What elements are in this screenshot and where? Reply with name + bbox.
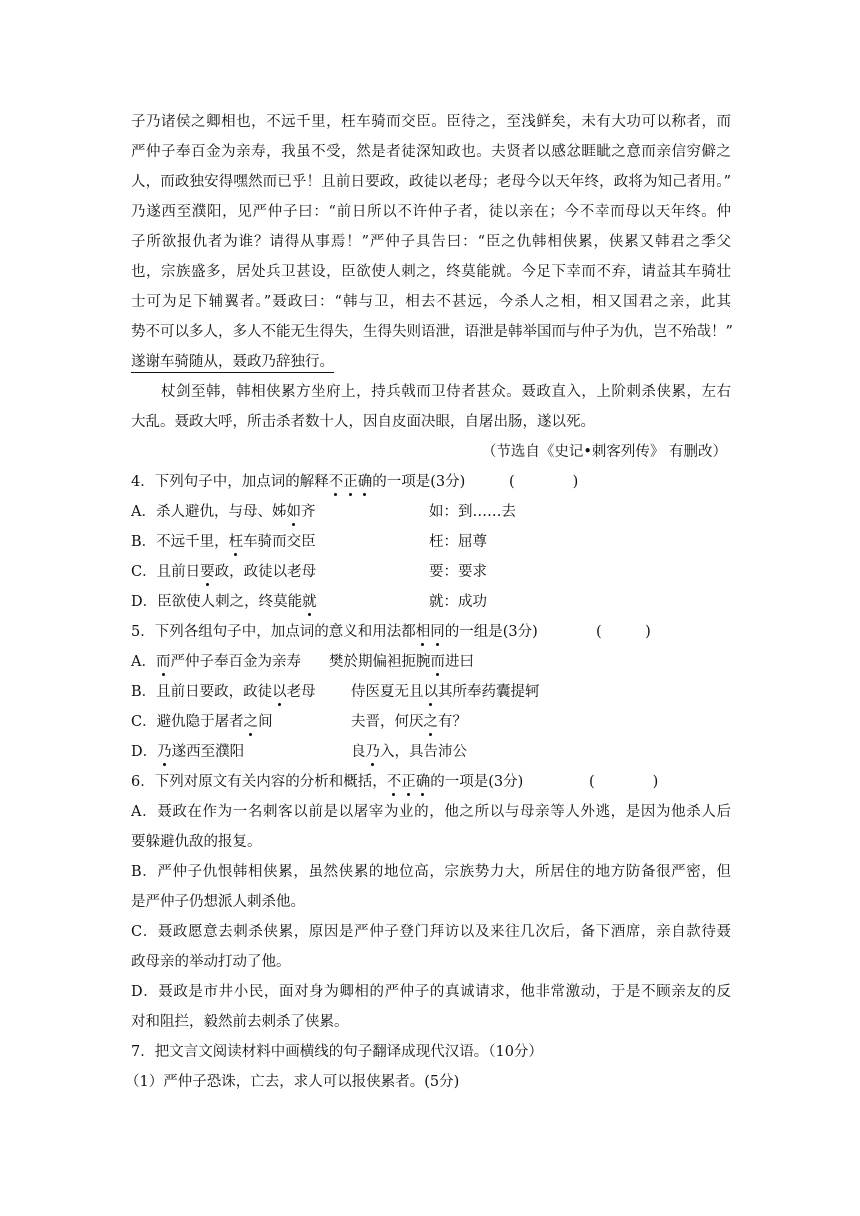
passage-line: 子乃诸侯之卿相也，不远千里，枉车骑而交臣。臣待之，至浅鲜矣，未有大功可以称者，而	[131, 114, 731, 130]
question-6-option-line: C．聂政愿意去刺杀侠累，原因是严仲子登门拜访以及来往几次后，备下酒席，亲自款待聂	[131, 924, 731, 940]
dotted-word: 之	[244, 707, 259, 737]
comparison-sentence: 夫晋，何厌之有？	[351, 707, 467, 737]
comparison-sentence: 良乃入，具告沛公	[351, 737, 467, 767]
gloss: 枉：屈尊	[429, 534, 487, 550]
question-7-sub1: （1）严仲子恐诛，亡去，求人可以报侠累者。(5分)	[125, 1074, 460, 1090]
dotted-word: 以	[272, 677, 287, 707]
gloss: 就：成功	[429, 594, 487, 610]
underlined-sentence: 遂谢车骑随从，聂政乃辞独行。	[131, 354, 334, 373]
question-6-option-line: A．聂政在作为一名刺客以前是以屠宰为业的，他之所以与母亲等人外逃，是因为他杀人后	[131, 804, 731, 820]
question-5-option-a: A．而严仲子奉百金为亲寿 樊於期偏袒扼腕而进曰	[131, 647, 731, 677]
dotted-word: 以	[424, 677, 439, 707]
question-4-option-d: D．臣欲使人刺之，终莫能就 就：成功	[131, 587, 731, 617]
question-5-option-c: C．避仇隐于屠者之间 夫晋，何厌之有？	[131, 707, 731, 737]
answer-blank: ( )	[509, 474, 579, 490]
passage-line: 士可为足下辅翼者。”聂政曰：“韩与卫，相去不甚远，今杀人之相，相又国君之亲，此其	[131, 294, 731, 310]
question-7-stem: 7．把文言文阅读材料中画横线的句子翻译成现代汉语。（10分）	[131, 1044, 543, 1060]
emphasis-dotted	[329, 474, 373, 490]
question-5-option-d: D．乃遂西至濮阳 良乃入，具告沛公	[131, 737, 731, 767]
dotted-char: 确	[416, 767, 431, 797]
dotted-char: 同	[430, 617, 445, 647]
passage-line: 乃遂西至濮阳，见严仲子曰：“前日所以不许仲子者，徒以亲在；今不幸而母以天年终。仲	[131, 204, 731, 220]
question-4	[131, 467, 731, 617]
emphasis-dotted	[416, 624, 445, 640]
dotted-word: 而	[431, 647, 446, 677]
question-6-option-line: 要躲避仇敌的报复。	[131, 834, 262, 850]
passage-line: 人，而政独安得嘿然而已乎！且前日要政，政徒以老母；老母今以天年终，政将为知己者用。”	[131, 174, 731, 190]
passage-line: 子所欲报仇者为谁？请得从事焉！”严仲子具告曰：“臣之仇韩相侠累，侠累又韩君之季父	[131, 234, 731, 250]
question-7	[125, 1037, 731, 1097]
dotted-char: 正	[343, 467, 358, 497]
question-6	[131, 767, 731, 1037]
dotted-char: 不	[329, 467, 344, 497]
comparison-sentence: 樊於期偏袒扼腕而进曰	[329, 647, 474, 677]
question-6-stem: 6．下列对原文有关内容的分析和概括，不正确的一项是(3分) ( )	[131, 767, 731, 797]
question-4-stem: 4．下列句子中，加点词的解释不正确的一项是(3分) ( )	[131, 467, 731, 497]
question-4-option-c: C．且前日要政，政徒以老母 要：要求	[131, 557, 731, 587]
passage-line-underlined	[131, 347, 731, 377]
dotted-word: 而	[156, 647, 171, 677]
dotted-char: 相	[416, 617, 431, 647]
passage-source: （节选自《史记•刺客列传》 有删改）	[481, 444, 727, 460]
question-6-option-line: B．严仲子仇恨韩相侠累，虽然侠累的地位高，宗族势力大，所居住的地方防备很严密，但	[131, 864, 731, 880]
question-6-option-line: 政母亲的举动打动了他。	[131, 954, 291, 970]
dotted-word: 要	[200, 557, 215, 587]
dotted-word: 乃	[157, 737, 172, 767]
dotted-word: 枉	[229, 527, 244, 557]
question-6-option-line: 是严仲子仍想派人刺杀他。	[131, 894, 305, 910]
document-page	[125, 107, 733, 1097]
question-6-option-line: 对和阻拦，毅然前去刺杀了侠累。	[131, 1014, 349, 1030]
comparison-sentence: 侍医夏无且以其所奉药囊提轲	[351, 677, 540, 707]
passage-line: 严仲子奉百金为亲寿，我虽不受，然是者徒深知政也。夫贤者以感忿睚眦之意而亲信穷僻之	[131, 144, 731, 160]
gloss: 如：到……去	[429, 504, 516, 520]
gloss: 要：要求	[429, 564, 487, 580]
question-5-option-b: B．且前日要政，政徒以老母 侍医夏无且以其所奉药囊提轲	[131, 677, 731, 707]
question-5-stem: 5．下列各组句子中，加点词的意义和用法都相同的一组是(3分) ( )	[131, 617, 731, 647]
question-6-option-line: D．聂政是市井小民，面对身为卿相的严仲子的真诚请求，他非常激动，于是不顾亲友的反	[131, 984, 731, 1000]
dotted-char: 确	[358, 467, 373, 497]
question-4-option-b: B．不远千里，枉车骑而交臣 枉：屈尊	[131, 527, 731, 557]
question-4-option-a: A．杀人避仇，与母、姊如齐 如：到……去	[131, 497, 731, 527]
passage-line: 势不可以多人，多人不能无生得失，生得失则语泄，语泄是韩举国而与仲子为仇，岂不殆哉！”	[131, 324, 733, 340]
dotted-word: 乃	[366, 737, 381, 767]
passage-line: 杖剑至韩，韩相侠累方坐府上，持兵戟而卫侍者甚众。聂政直入，上阶刺杀侠累，左右	[161, 384, 731, 400]
dotted-word: 就	[302, 587, 317, 617]
dotted-char: 正	[401, 767, 416, 797]
dotted-word: 如	[286, 497, 301, 527]
passage-line: 大乱。聂政大呼，所击杀者数十人，因自皮面决眼，自屠出肠，遂以死。	[131, 414, 595, 430]
answer-blank: ( )	[596, 624, 651, 640]
passage-line: 也，宗族盛多，居处兵卫甚设，臣欲使人刺之，终莫能就。今足下幸而不弃，请益其车骑壮	[131, 264, 731, 280]
question-5	[131, 617, 731, 767]
dotted-char: 不	[387, 767, 402, 797]
dotted-word: 之	[424, 707, 439, 737]
emphasis-dotted	[387, 774, 431, 790]
answer-blank: ( )	[589, 774, 659, 790]
passage	[131, 107, 731, 467]
